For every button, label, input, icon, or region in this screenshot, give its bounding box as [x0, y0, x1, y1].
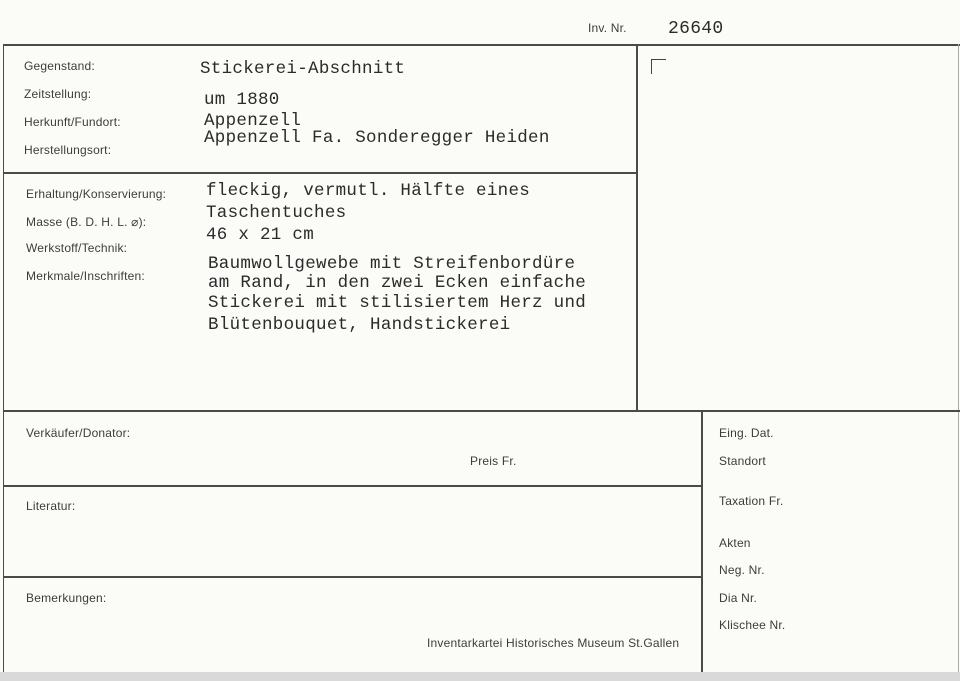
label-bemerkungen: Bemerkungen:	[26, 591, 107, 605]
value-erhaltung-line2: Taschentuches	[206, 203, 347, 223]
divider-literatur	[3, 576, 701, 578]
value-herstellungsort: Appenzell Fa. Sonderegger Heiden	[204, 128, 550, 148]
label-neg-nr: Neg. Nr.	[719, 563, 765, 577]
top-border	[3, 44, 960, 46]
label-eing-dat: Eing. Dat.	[719, 426, 774, 440]
footer-institution: Inventarkartei Historisches Museum St.Gallen	[427, 636, 680, 650]
value-zeitstellung: um 1880	[204, 90, 280, 110]
divider-section2	[3, 410, 960, 412]
label-masse: Masse (B. D. H. L. ⌀):	[26, 215, 147, 229]
value-merkmale-line2: am Rand, in den zwei Ecken einfache	[208, 273, 587, 293]
divider-vertical-bottom	[701, 410, 703, 672]
label-taxation: Taxation Fr.	[719, 494, 784, 508]
label-herstellungsort: Herstellungsort:	[24, 143, 112, 157]
label-gegenstand: Gegenstand:	[24, 59, 95, 73]
label-werkstoff: Werkstoff/Technik:	[26, 241, 128, 255]
divider-vertical-top	[636, 44, 638, 411]
label-preis: Preis Fr.	[470, 454, 517, 468]
label-dia-nr: Dia Nr.	[719, 591, 758, 605]
inv-nr-label: Inv. Nr.	[588, 21, 627, 35]
value-merkmale-line3: Stickerei mit stilisiertem Herz und	[208, 293, 587, 313]
label-herkunft: Herkunft/Fundort:	[24, 115, 121, 129]
label-verkaeufer: Verkäufer/Donator:	[26, 426, 131, 440]
label-literatur: Literatur:	[26, 499, 76, 513]
label-zeitstellung: Zeitstellung:	[24, 87, 92, 101]
value-merkmale-line1: Baumwollgewebe mit Streifenbordüre	[208, 254, 576, 274]
label-akten: Akten	[719, 536, 751, 550]
divider-section1	[3, 172, 638, 174]
label-standort: Standort	[719, 454, 766, 468]
right-border	[958, 44, 959, 672]
value-herkunft: Appenzell	[204, 111, 302, 131]
divider-verkaeufer	[3, 485, 701, 487]
value-merkmale-line4: Blütenbouquet, Handstickerei	[208, 315, 511, 335]
corner-mark	[651, 59, 666, 74]
label-erhaltung: Erhaltung/Konservierung:	[26, 187, 167, 201]
label-merkmale: Merkmale/Inschriften:	[26, 269, 145, 283]
bottom-edge	[0, 672, 960, 681]
value-masse: 46 x 21 cm	[206, 225, 315, 245]
value-erhaltung-line1: fleckig, vermutl. Hälfte eines	[206, 181, 531, 201]
inv-nr-value: 26640	[668, 19, 724, 39]
value-gegenstand: Stickerei-Abschnitt	[200, 59, 406, 79]
label-klischee-nr: Klischee Nr.	[719, 618, 786, 632]
